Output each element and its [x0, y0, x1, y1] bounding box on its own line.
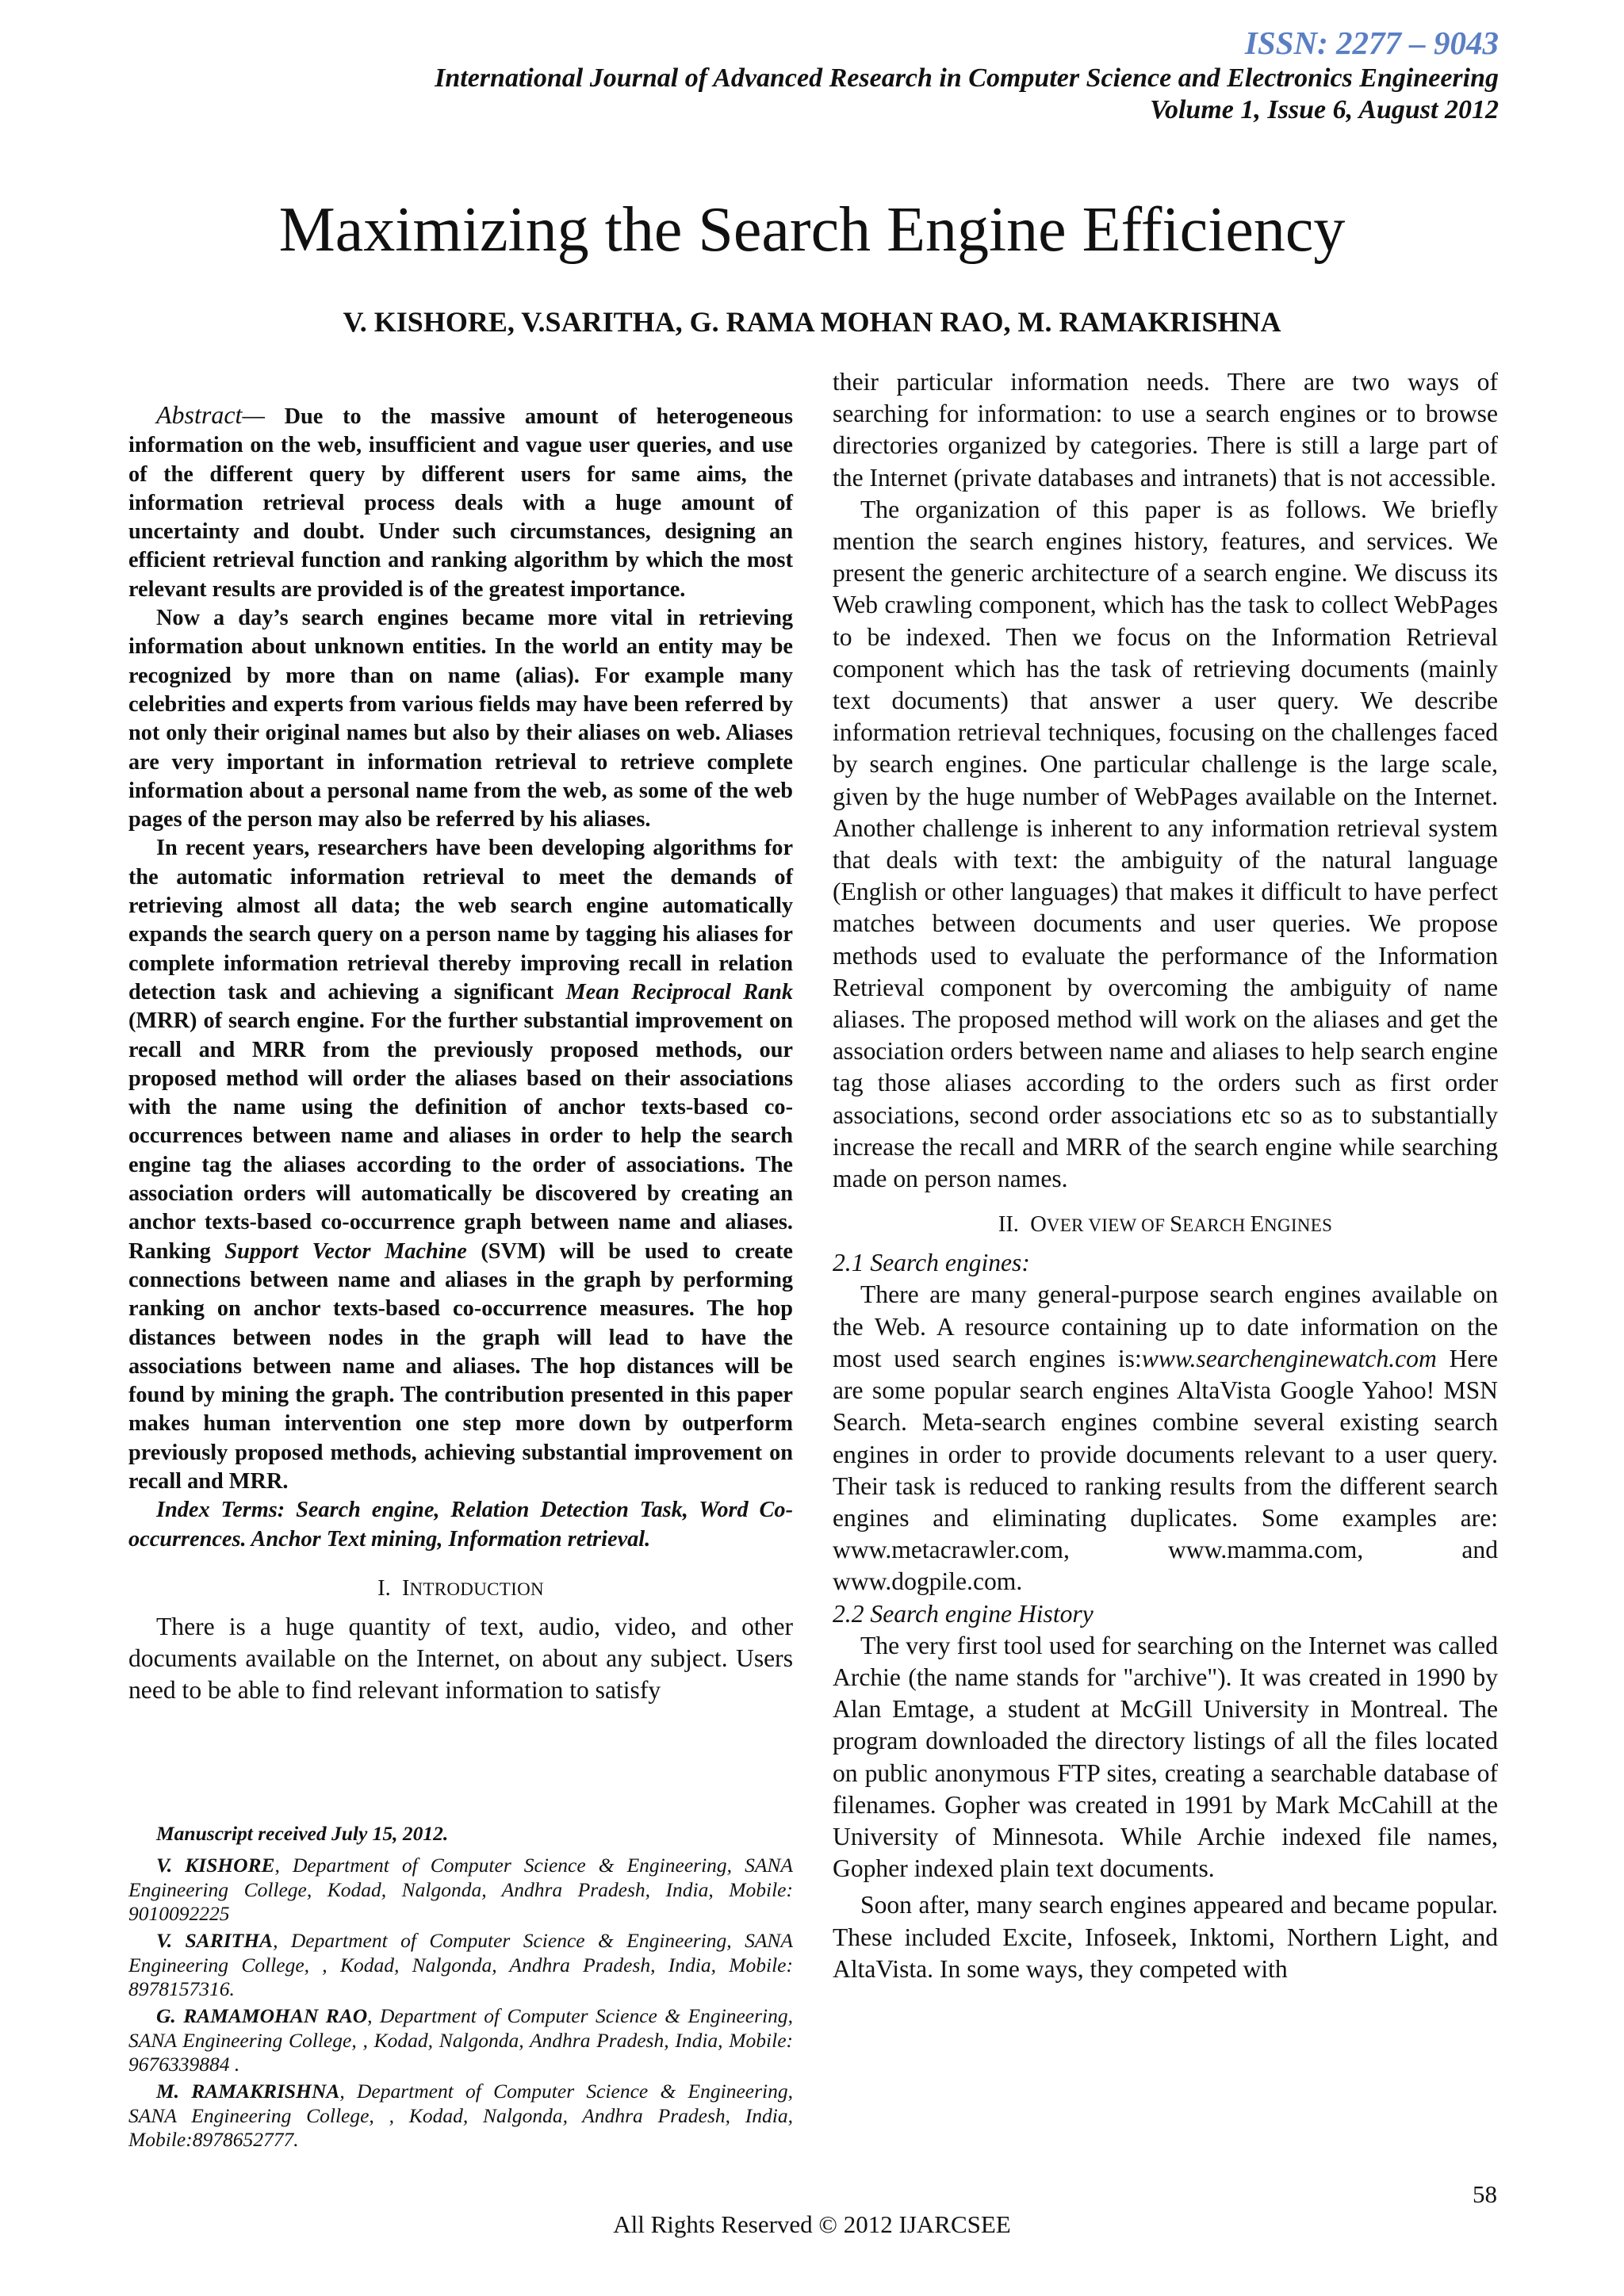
search-engines-paragraph: There are many general-purpose search engines available on the Web. A resource containing up to date information on the most used search engines is:www.searchenginewatch.com Here are some popular search engines AltaVista Google Yahoo! MSN Search. Meta-search engines combine several existing search engines in order to provide documents relevant to a user query. Their task is reduced to ranking results from the different search engines and eliminating duplicates. Some examples are: www.metacrawler.com, www.mamma.com, and www.dogpile.com. [833, 1280, 1498, 1596]
history-paragraph-2: Soon after, many search engines appeared and became popular. These included Excite, Infoseek, Inktomi, Northern Light, and AltaVista. In some ways, they competed with [833, 1891, 1498, 1983]
introduction-paragraph: There is a huge quantity of text, audio, video, and other documents available on the Internet, on about any subject. Users need to be able to find relevant information to satisfy [128, 1612, 793, 1705]
index-terms: Index Terms: Search engine, Relation Detection Task, Word Co-occurrences. Anchor Text mining, Information retrieval. [128, 1498, 793, 1552]
footnote-author-4: M. RAMAKRISHNA, Department of Computer Science & Engineering, SANA Engineering College, , Kodad, Nalgonda, Andhra Pradesh, India, Mobile:8978652777. [128, 2080, 793, 2151]
abstract-paragraph-2: Now a day’s search engines became more vital in retrieving information about unknown entities. In the world an entity may be recognized by more than on name (alias). For example many celebrities and experts from various fields may have been referred by not only their original names but also by their aliases on web. Aliases are very important in information retrieval to retrieve complete information about a personal name from the web, as some of the web pages of the person may also be referred by his aliases. [128, 606, 793, 832]
page-number: 58 [1473, 2180, 1497, 2208]
subsection-2-2: 2.2 Search engine History [833, 1599, 1094, 1628]
subsection-2-1: 2.1 Search engines: [833, 1249, 1030, 1277]
abstract-paragraph-1: Abstract— Due to the massive amount of heterogeneous information on the web, insufficient and vague user queries, and use of the different query by different users for same aims, the information retrieval process deals with a huge amount of uncertainty and doubt. Under such circumstances, designing an efficient retrieval function and ranking algorithm by which the most relevant results are provided is of the greatest importance. [128, 400, 793, 602]
right-paragraph-1: their particular information needs. There are two ways of searching for information: to use a search engines or to browse directories organized by categories. There is still a large part of the Internet (private databases and intranets) that is not accessible. [833, 368, 1498, 492]
volume-issue: Volume 1, Issue 6, August 2012 [1150, 95, 1499, 124]
section-1-heading: I. INTRODUCTION [377, 1575, 544, 1601]
searchenginewatch-link[interactable]: www.searchenginewatch.com [1141, 1344, 1437, 1372]
footnote-received: Manuscript received July 15, 2012. [156, 1822, 449, 1845]
right-paragraph-2: The organization of this paper is as follows. We briefly mention the search engines history, features, and services. We present the generic architecture of a search engine. We discuss its Web crawling component, which has the task to collect WebPages to be indexed. Then we focus on the Information Retrieval component which has the task of retrieving documents (mainly text documents) that answer a user query. We describe information retrieval techniques, focusing on the challenges faced by search engines. One particular challenge is the large scale, given by the huge number of WebPages available on the Internet. Another challenge is inherent to any information retrieval system that deals with text: the ambiguity of the natural language (English or other languages) that makes it difficult to have perfect matches between documents and user queries. We propose methods used to evaluate the performance of the Information Retrieval component by overcoming the ambiguity of name aliases. The proposed method will work on the aliases and get the association orders between name and aliases to help search engine tag those aliases according to the orders such as first order associations, second order associations etc so as to substantially increase the recall and MRR of the search engine while searching made on person names. [833, 495, 1498, 1193]
journal-name: International Journal of Advanced Research in Computer Science and Electronics Engineering [435, 63, 1499, 93]
left-column [128, 400, 793, 1706]
copyright-footer: All Rights Reserved © 2012 IJARCSEE [613, 2210, 1011, 2238]
right-column [833, 366, 1498, 1985]
abstract-paragraph-3: In recent years, researchers have been developing algorithms for the automatic information retrieval to meet the demands of retrieving almost all data; the web search engine automatically expands the search query on a person name by tagging his aliases for complete information retrieval thereby improving recall in relation detection task and achieving a significant Mean Reciprocal Rank (MRR) of search engine. For the further substantial improvement on recall and MRR from the previously proposed methods, our proposed method will order the aliases based on their associations with the name using the definition of anchor texts-based co-occurrences between name and aliases in order to help the search engine tag the aliases according to the order of associations. The association orders will automatically be discovered by creating an anchor texts-based co-occurrence graph between name and aliases. Ranking Support Vector Machine (SVM) will be used to create connections between name and aliases in the graph by performing ranking on anchor texts-based co-occurrence measures. The hop distances between nodes in the graph will lead to have the associations between name and aliases. The hop distances will be found by mining the graph. The contribution presented in this paper makes human intervention one step more down by outperform previously proposed methods, achieving substantial improvement on recall and MRR. [128, 836, 793, 1494]
footnote-author-1: V. KISHORE, Department of Computer Science & Engineering, SANA Engineering College, Kodad, Nalgonda, Andhra Pradesh, India, Mobile: 9010092225 [128, 1854, 793, 1925]
section-2-heading: II. OVER VIEW OF SEARCH ENGINES [998, 1212, 1333, 1238]
authors: V. KISHORE, V.SARITHA, G. RAMA MOHAN RAO, M. RAMAKRISHNA [343, 306, 1281, 338]
issn-header: ISSN: 2277 – 9043 [1244, 25, 1499, 61]
abstract-label: Abstract— [156, 400, 265, 429]
paper-title: Maximizing the Search Engine Efficiency [278, 195, 1346, 265]
footnote-author-3: G. RAMAMOHAN RAO, Department of Computer Science & Engineering, SANA Engineering College, , Kodad, Nalgonda, Andhra Pradesh, India, Mobile: 9676339884 . [128, 2004, 793, 2076]
history-paragraph-1: The very first tool used for searching on the Internet was called Archie (the name stands for "archive"). It was created in 1990 by Alan Emtage, a student at McGill University in Montreal. The program downloaded the directory listings of all the files located on public anonymous FTP sites, creating a searchable database of filenames. Gopher was created in 1991 by Mark McCahill at the University of Minnesota. While Archie indexed file names, Gopher indexed plain text documents. [833, 1631, 1498, 1883]
footnote-author-2: V. SARITHA, Department of Computer Science & Engineering, SANA Engineering College, , Kodad, Nalgonda, Andhra Pradesh, India, Mobile: 8978157316. [128, 1929, 794, 2000]
